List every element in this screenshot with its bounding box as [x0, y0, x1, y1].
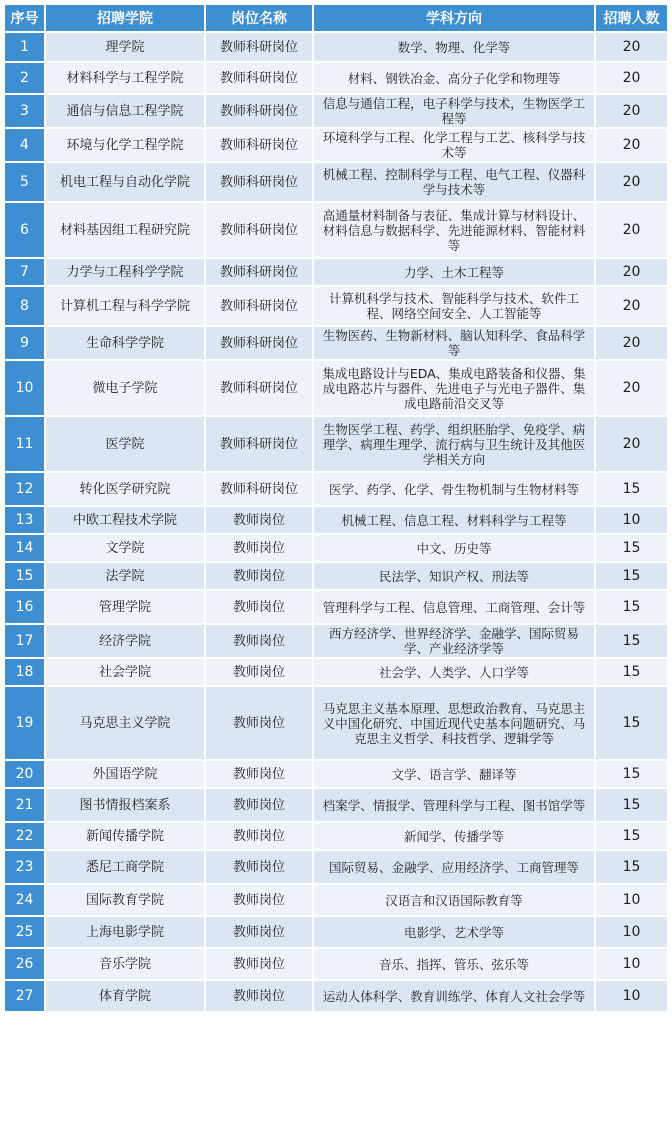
- table-row: [5, 95, 667, 127]
- recruitment-table: [3, 3, 669, 1013]
- row-count: 15: [596, 761, 667, 787]
- row-seq: 17: [5, 625, 44, 657]
- table-row: [5, 625, 667, 657]
- row-seq: 20: [5, 761, 44, 787]
- row-position: 教师岗位: [206, 981, 312, 1011]
- row-count: 20: [596, 287, 667, 325]
- row-college: 外国语学院: [46, 761, 204, 787]
- row-count: 20: [596, 361, 667, 415]
- row-position: 教师岗位: [206, 591, 312, 623]
- table-row: [5, 473, 667, 505]
- row-college: 国际教育学院: [46, 885, 204, 915]
- row-direction: 管理科学与工程、信息管理、工商管理、会计等: [314, 591, 594, 623]
- table-row: [5, 361, 667, 415]
- row-college: 管理学院: [46, 591, 204, 623]
- row-position: 教师岗位: [206, 851, 312, 883]
- row-position: 教师科研岗位: [206, 203, 312, 257]
- row-position: 教师科研岗位: [206, 33, 312, 61]
- row-seq: 5: [5, 163, 44, 201]
- row-direction: 汉语言和汉语国际教育等: [314, 885, 594, 915]
- row-direction: 生物医药、生物新材料、脑认知科学、食品科学等: [314, 327, 594, 359]
- row-direction: 运动人体科学、教育训练学、体育人文社会学等: [314, 981, 594, 1011]
- row-direction: 信息与通信工程，电子科学与技术，生物医学工程等: [314, 95, 594, 127]
- row-seq: 15: [5, 563, 44, 589]
- row-direction: 集成电路设计与EDA、集成电路装备和仪器、集成电路芯片与器件、先进电子与光电子器件、集成电路前沿交叉等: [314, 361, 594, 415]
- header-college: 招聘学院: [46, 5, 204, 31]
- row-count: 15: [596, 823, 667, 849]
- row-direction: 社会学、人类学、人口学等: [314, 659, 594, 685]
- row-position: 教师岗位: [206, 949, 312, 979]
- row-count: 15: [596, 625, 667, 657]
- table-row: [5, 687, 667, 759]
- row-college: 体育学院: [46, 981, 204, 1011]
- row-seq: 2: [5, 63, 44, 93]
- row-seq: 12: [5, 473, 44, 505]
- row-college: 机电工程与自动化学院: [46, 163, 204, 201]
- header-position: 岗位名称: [206, 5, 312, 31]
- row-seq: 16: [5, 591, 44, 623]
- row-college: 医学院: [46, 417, 204, 471]
- row-count: 20: [596, 417, 667, 471]
- row-direction: 文学、语言学、翻译等: [314, 761, 594, 787]
- row-direction: 音乐、指挥、管乐、弦乐等: [314, 949, 594, 979]
- row-seq: 8: [5, 287, 44, 325]
- row-count: 15: [596, 659, 667, 685]
- row-position: 教师科研岗位: [206, 95, 312, 127]
- table-row: [5, 917, 667, 947]
- row-count: 15: [596, 851, 667, 883]
- row-college: 计算机工程与科学学院: [46, 287, 204, 325]
- row-direction: 民法学、知识产权、刑法等: [314, 563, 594, 589]
- row-seq: 6: [5, 203, 44, 257]
- row-position: 教师岗位: [206, 687, 312, 759]
- row-seq: 18: [5, 659, 44, 685]
- row-count: 15: [596, 591, 667, 623]
- row-seq: 24: [5, 885, 44, 915]
- row-count: 10: [596, 507, 667, 533]
- row-count: 15: [596, 563, 667, 589]
- row-count: 15: [596, 789, 667, 821]
- row-direction: 电影学、艺术学等: [314, 917, 594, 947]
- row-position: 教师岗位: [206, 761, 312, 787]
- table-row: [5, 659, 667, 685]
- row-position: 教师科研岗位: [206, 361, 312, 415]
- row-direction: 马克思主义基本原理、思想政治教育、马克思主义中国化研究、中国近现代史基本问题研究、马克思主义哲学、科技哲学、逻辑学等: [314, 687, 594, 759]
- row-direction: 机械工程、控制科学与工程、电气工程、仪器科学与技术等: [314, 163, 594, 201]
- row-position: 教师岗位: [206, 789, 312, 821]
- row-seq: 27: [5, 981, 44, 1011]
- table-row: [5, 789, 667, 821]
- row-position: 教师岗位: [206, 563, 312, 589]
- row-college: 社会学院: [46, 659, 204, 685]
- table-row: [5, 591, 667, 623]
- row-position: 教师科研岗位: [206, 327, 312, 359]
- row-seq: 9: [5, 327, 44, 359]
- row-college: 中欧工程技术学院: [46, 507, 204, 533]
- row-seq: 11: [5, 417, 44, 471]
- row-college: 力学与工程科学学院: [46, 259, 204, 285]
- table-row: [5, 949, 667, 979]
- header-direction: 学科方向: [314, 5, 594, 31]
- row-position: 教师岗位: [206, 625, 312, 657]
- row-count: 20: [596, 63, 667, 93]
- row-position: 教师科研岗位: [206, 417, 312, 471]
- table-row: [5, 163, 667, 201]
- row-college: 文学院: [46, 535, 204, 561]
- table-row: [5, 129, 667, 161]
- row-seq: 13: [5, 507, 44, 533]
- row-position: 教师科研岗位: [206, 473, 312, 505]
- table-row: [5, 535, 667, 561]
- row-direction: 数学、物理、化学等: [314, 33, 594, 61]
- row-position: 教师岗位: [206, 659, 312, 685]
- row-college: 材料科学与工程学院: [46, 63, 204, 93]
- row-college: 经济学院: [46, 625, 204, 657]
- row-count: 10: [596, 981, 667, 1011]
- row-direction: 国际贸易、金融学、应用经济学、工商管理等: [314, 851, 594, 883]
- row-seq: 22: [5, 823, 44, 849]
- row-college: 悉尼工商学院: [46, 851, 204, 883]
- row-direction: 生物医学工程、药学、组织胚胎学、免疫学、病理学、病理生理学、流行病与卫生统计及其他医学相关方向: [314, 417, 594, 471]
- row-college: 微电子学院: [46, 361, 204, 415]
- row-position: 教师岗位: [206, 535, 312, 561]
- row-position: 教师科研岗位: [206, 63, 312, 93]
- row-count: 10: [596, 917, 667, 947]
- table-header: [5, 5, 667, 31]
- row-position: 教师岗位: [206, 885, 312, 915]
- row-college: 图书情报档案系: [46, 789, 204, 821]
- row-seq: 21: [5, 789, 44, 821]
- row-college: 音乐学院: [46, 949, 204, 979]
- table-row: [5, 981, 667, 1011]
- row-college: 马克思主义学院: [46, 687, 204, 759]
- header-seq: 序号: [5, 5, 44, 31]
- row-count: 20: [596, 163, 667, 201]
- row-college: 转化医学研究院: [46, 473, 204, 505]
- row-direction: 档案学、情报学、管理科学与工程、图书馆学等: [314, 789, 594, 821]
- row-seq: 7: [5, 259, 44, 285]
- row-seq: 23: [5, 851, 44, 883]
- table-row: [5, 327, 667, 359]
- row-seq: 26: [5, 949, 44, 979]
- row-count: 20: [596, 259, 667, 285]
- row-count: 10: [596, 885, 667, 915]
- row-direction: 医学、药学、化学、骨生物机制与生物材料等: [314, 473, 594, 505]
- row-count: 20: [596, 327, 667, 359]
- row-count: 10: [596, 949, 667, 979]
- row-college: 法学院: [46, 563, 204, 589]
- row-direction: 机械工程、信息工程、材料科学与工程等: [314, 507, 594, 533]
- row-direction: 新闻学、传播学等: [314, 823, 594, 849]
- row-seq: 25: [5, 917, 44, 947]
- table-row: [5, 287, 667, 325]
- table-row: [5, 563, 667, 589]
- row-direction: 中文、历史等: [314, 535, 594, 561]
- row-count: 20: [596, 129, 667, 161]
- row-direction: 西方经济学、世界经济学、金融学、国际贸易学、产业经济学等: [314, 625, 594, 657]
- row-seq: 1: [5, 33, 44, 61]
- row-position: 教师岗位: [206, 823, 312, 849]
- row-direction: 计算机科学与技术、智能科学与技术、软件工程、网络空间安全、人工智能等: [314, 287, 594, 325]
- table-row: [5, 507, 667, 533]
- row-count: 20: [596, 95, 667, 127]
- row-direction: 环境科学与工程、化学工程与工艺、核科学与技术等: [314, 129, 594, 161]
- row-college: 材料基因组工程研究院: [46, 203, 204, 257]
- table-row: [5, 203, 667, 257]
- row-college: 通信与信息工程学院: [46, 95, 204, 127]
- header-row: [5, 5, 667, 31]
- row-seq: 19: [5, 687, 44, 759]
- row-count: 15: [596, 535, 667, 561]
- row-seq: 14: [5, 535, 44, 561]
- row-position: 教师科研岗位: [206, 287, 312, 325]
- row-count: 20: [596, 203, 667, 257]
- row-direction: 材料、钢铁冶金、高分子化学和物理等: [314, 63, 594, 93]
- row-position: 教师岗位: [206, 917, 312, 947]
- row-college: 上海电影学院: [46, 917, 204, 947]
- row-position: 教师科研岗位: [206, 163, 312, 201]
- row-college: 生命科学学院: [46, 327, 204, 359]
- row-seq: 3: [5, 95, 44, 127]
- row-position: 教师科研岗位: [206, 129, 312, 161]
- table-row: [5, 761, 667, 787]
- row-position: 教师岗位: [206, 507, 312, 533]
- row-direction: 高通量材料制备与表征、集成计算与材料设计、材料信息与数据科学、先进能源材料、智能材料等: [314, 203, 594, 257]
- row-college: 理学院: [46, 33, 204, 61]
- row-position: 教师科研岗位: [206, 259, 312, 285]
- row-direction: 力学、土木工程等: [314, 259, 594, 285]
- header-count: 招聘人数: [596, 5, 667, 31]
- row-college: 环境与化学工程学院: [46, 129, 204, 161]
- row-college: 新闻传播学院: [46, 823, 204, 849]
- row-seq: 4: [5, 129, 44, 161]
- row-count: 15: [596, 687, 667, 759]
- table-body: [5, 33, 667, 1011]
- table-row: [5, 851, 667, 883]
- row-count: 15: [596, 473, 667, 505]
- table-row: [5, 823, 667, 849]
- row-seq: 10: [5, 361, 44, 415]
- table-row: [5, 885, 667, 915]
- table-row: [5, 33, 667, 61]
- table-row: [5, 259, 667, 285]
- table-row: [5, 417, 667, 471]
- table-row: [5, 63, 667, 93]
- row-count: 20: [596, 33, 667, 61]
